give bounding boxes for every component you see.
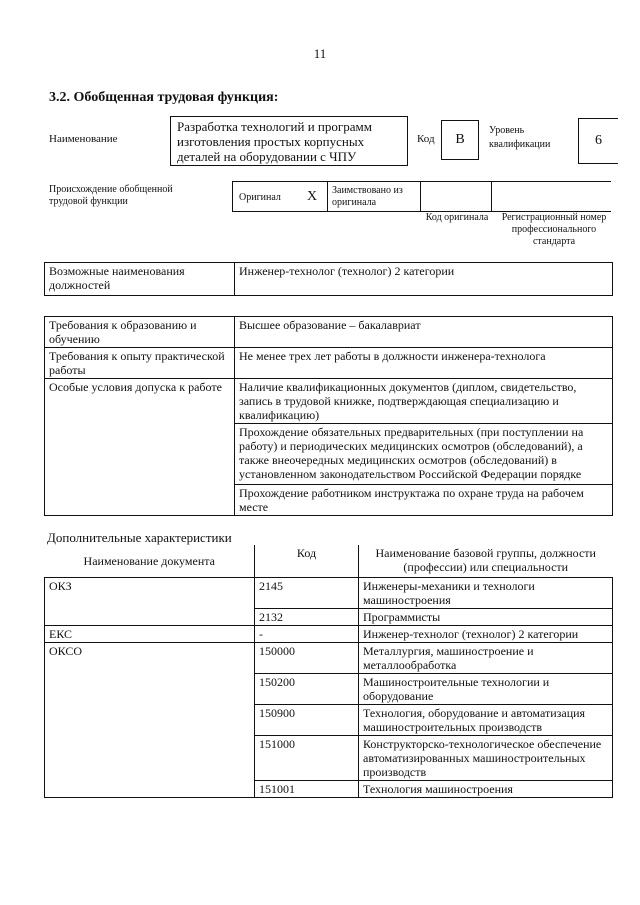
req-item: Наличие квалификационных документов (диплом, свидетельство, запись в трудовой книжке, подтверждающая специализацию и квалификацию) xyxy=(235,379,613,424)
positions-row xyxy=(45,263,613,296)
table-row xyxy=(45,317,613,348)
level-value-box xyxy=(578,118,618,164)
original-label: Оригинал xyxy=(239,192,281,203)
cell-name: Программисты xyxy=(359,609,613,626)
req-label: Требования к опыту практической работы xyxy=(45,348,235,379)
original-cell xyxy=(232,181,328,212)
cell-name: Инженеры-механики и технологи машиностроения xyxy=(359,578,613,609)
section-heading: 3.2. Обобщенная трудовая функция: xyxy=(49,90,279,105)
name-label: Наименование xyxy=(49,133,118,145)
code-original-label: Код оригинала xyxy=(425,212,489,223)
code-value: В xyxy=(455,132,465,147)
req-label: Особые условия допуска к работе xyxy=(45,379,235,516)
header-name: Наименование базовой группы, должности (профессии) или специальности xyxy=(359,545,613,578)
cell-code: 150000 xyxy=(255,643,359,674)
table-row xyxy=(45,379,613,424)
cell-code: 150200 xyxy=(255,674,359,705)
req-item: Прохождение обязательных предварительных (при поступлении на работу) и периодических медицинских осмотров (обследований), а также внеочередных медицинских осмотров (обследований) в установленном законодательством Российской Федерации порядке xyxy=(235,424,613,485)
cell-name: Технология машиностроения xyxy=(359,781,613,798)
cell-code: 151001 xyxy=(255,781,359,798)
requirements-table xyxy=(44,316,613,516)
header-doc: Наименование документа xyxy=(45,545,255,578)
level-label: Уровень квалификации xyxy=(489,125,551,150)
cell-name: Инженер-технолог (технолог) 2 категории xyxy=(359,626,613,643)
borrowed-label: Заимствовано из оригинала xyxy=(332,185,403,208)
positions-value: Инженер-технолог (технолог) 2 категории xyxy=(235,263,613,296)
cell-name: Технология, оборудование и автоматизация машиностроительных производств xyxy=(359,705,613,736)
additional-title: Дополнительные характеристики xyxy=(47,530,232,545)
level-value: 6 xyxy=(595,133,602,148)
cell-code: - xyxy=(255,626,359,643)
table-row xyxy=(45,348,613,379)
cell-code: 150900 xyxy=(255,705,359,736)
positions-table xyxy=(44,262,613,296)
cell-doc: ОКСО xyxy=(45,643,255,798)
code-value-box xyxy=(441,120,479,160)
reg-number-label: Регистрационный номер профессионального стандарта xyxy=(501,212,607,247)
cell-code: 2145 xyxy=(255,578,359,609)
positions-label: Возможные наименования должностей xyxy=(45,263,235,296)
table-row xyxy=(45,626,613,643)
cell-doc: ОКЗ xyxy=(45,578,255,626)
code-original-cell xyxy=(420,181,492,212)
cell-name: Металлургия, машиностроение и металлообработка xyxy=(359,643,613,674)
cell-code: 151000 xyxy=(255,736,359,781)
reg-number-cell xyxy=(491,181,611,212)
table-header-row xyxy=(45,545,613,578)
req-item: Не менее трех лет работы в должности инженера-технолога xyxy=(235,348,613,379)
req-item: Высшее образование – бакалавриат xyxy=(235,317,613,348)
cell-name: Конструкторско-технологическое обеспечение автоматизированных машиностроительных производств xyxy=(359,736,613,781)
table-row xyxy=(45,578,613,609)
req-label: Требования к образованию и обучению xyxy=(45,317,235,348)
function-name-value: Разработка технологий и программ изготовления простых корпусных деталей на оборудовании с ЧПУ xyxy=(177,119,372,164)
origin-label: Происхождение обобщенной трудовой функции xyxy=(49,184,173,207)
req-item: Прохождение работником инструктажа по охране труда на рабочем месте xyxy=(235,485,613,516)
page-number: 11 xyxy=(313,46,327,61)
table-row xyxy=(45,643,613,674)
original-mark: X xyxy=(307,189,318,204)
code-label: Код xyxy=(417,133,435,145)
borrowed-cell xyxy=(327,181,421,212)
function-name-box xyxy=(170,116,408,166)
cell-name: Машиностроительные технологии и оборудование xyxy=(359,674,613,705)
header-code: Код xyxy=(255,545,359,578)
cell-doc: ЕКС xyxy=(45,626,255,643)
additional-table xyxy=(44,545,613,798)
cell-code: 2132 xyxy=(255,609,359,626)
